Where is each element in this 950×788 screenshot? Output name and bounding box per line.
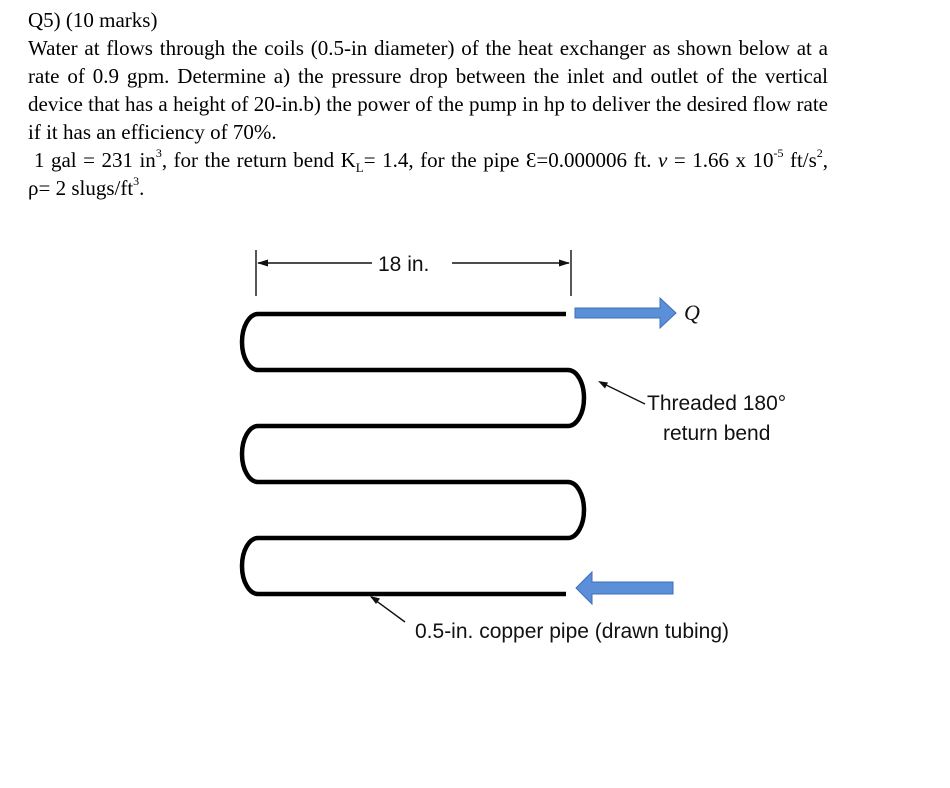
question-header: Q5) (10 marks) <box>28 8 158 32</box>
pipe-label: 0.5-in. copper pipe (drawn tubing) <box>415 620 730 643</box>
bend-leader-arrowhead <box>598 381 608 389</box>
outlet-arrow <box>575 298 676 328</box>
width-label: 18 in. <box>378 253 430 276</box>
bend-loss-subscript: L <box>355 160 364 176</box>
viscosity-equals: = <box>667 148 686 172</box>
inlet-arrow-shape <box>576 572 673 604</box>
dimension-arrowhead-right <box>559 260 570 267</box>
density-exponent: 3 <box>133 174 140 188</box>
viscosity-unit: ft/s <box>783 148 817 172</box>
bend-leader <box>598 381 645 404</box>
density-value: , ρ= 2 slugs/ft <box>28 148 829 200</box>
gal-conversion: 1 gal = 231 in <box>34 148 156 172</box>
roughness-value: Ɛ=0.000006 ft. <box>525 148 652 172</box>
bend-loss-value: = 1.4, for the pipe <box>363 148 520 172</box>
pipe-leader <box>370 596 405 622</box>
viscosity-unit-exponent: 2 <box>816 146 823 160</box>
given-end: . <box>139 176 145 200</box>
dimension-arrowhead-left <box>257 260 268 267</box>
bend-label-line1: Threaded 180° <box>647 392 787 415</box>
inlet-arrow <box>576 572 673 604</box>
bend-loss-text: , for the return bend K <box>161 148 356 172</box>
coil-pipe <box>242 314 584 594</box>
gal-exponent: 3 <box>155 146 162 160</box>
viscosity-symbol: ν <box>658 148 668 172</box>
question-body: Water at flows through the coils (0.5-in diameter) of the heat exchanger as shown below at a rate of 0.9 gpm. Determine a) the pressure drop between the inlet and outlet of the vertical device that has a height of 20-in.b) the power of the pump in hp to deliver the desired flow rate if it has an efficiency of 70%. <box>28 36 828 144</box>
flow-label: Q <box>684 300 700 325</box>
viscosity-value: 1.66 x 10 <box>692 148 774 172</box>
bend-leader-line <box>600 382 645 404</box>
viscosity-exponent: -5 <box>773 146 784 160</box>
outlet-arrow-shape <box>575 298 676 328</box>
bend-label-line2: return bend <box>663 422 771 445</box>
